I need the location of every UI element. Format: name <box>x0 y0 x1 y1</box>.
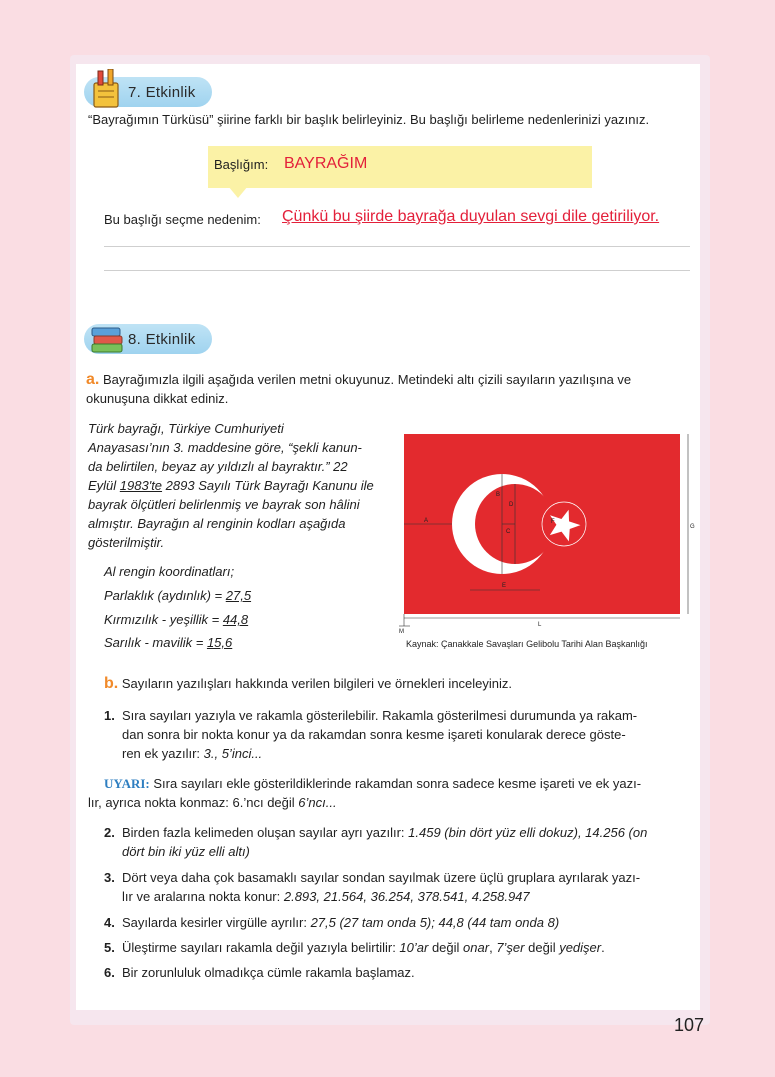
label-g: G <box>690 524 695 530</box>
rule-1-line-1: Sıra sayıları yazıyla ve rakamla gösterilebilir. Rakamla gösterilmesi durumunda ya rakam- <box>122 708 638 723</box>
coord-2 <box>104 610 248 629</box>
activity-7-badge <box>84 77 212 107</box>
rule-4-number: 4. <box>104 915 115 930</box>
rule-3-line-1: Dört veya daha çok basamaklı sayılar sondan sayılmak üzere üçlü gruplara ayrılarak yazı- <box>122 870 641 885</box>
warning-text-2-italic: 6’ncı... <box>298 795 337 810</box>
page-number: 107 <box>674 1015 705 1035</box>
coord-1 <box>104 586 251 605</box>
eylul-after: 2893 Sayılı Türk Bayrağı Kanunu ile <box>162 478 374 493</box>
warning-line-1 <box>104 774 641 793</box>
coord-1-label: Parlaklık (aydınlık) = <box>104 588 226 603</box>
title-label: Başlığım: <box>214 157 269 172</box>
rule-5-line <box>122 938 605 957</box>
rule-5-italic-4: yedişer <box>559 940 602 955</box>
para-line-7: gösterilmiştir. <box>88 535 165 550</box>
label-d: D <box>509 502 514 508</box>
coord-3 <box>104 633 232 652</box>
b-letter: b. <box>104 675 119 692</box>
label-m: M <box>399 629 404 635</box>
rule-6-number: 6. <box>104 965 115 980</box>
label-f: F <box>551 519 555 525</box>
rule-2-italic: 1.459 (bin dört yüz elli dokuz), 14.256 (on <box>408 825 648 840</box>
warning-text-1: Sıra sayıları ekle gösterildiklerinde rakamdan sonra sadece kesme işareti ve ek yazı- <box>149 776 642 791</box>
rule-4-line <box>122 913 559 932</box>
rule-3-cont-plain: lır ve aralarına nokta konur: <box>122 889 284 904</box>
rule-1-line-3 <box>122 744 262 763</box>
rule-2-line-1 <box>122 823 647 842</box>
label-l: L <box>538 622 542 628</box>
rule-5-plain: Üleştirme sayıları rakamla değil yazıyla belirtilir: <box>122 940 400 955</box>
a-text: Bayrağımızla ilgili aşağıda verilen metni okuyunuz. Metindeki altı çizili sayıların yazılışına ve okunuşuna dikkat ediniz. <box>86 372 632 406</box>
rule-2-number: 2. <box>104 825 115 840</box>
rule-5-plain-4: değil <box>524 940 560 955</box>
label-a: A <box>424 518 429 524</box>
rule-2-line-2: dört bin iki yüz elli altı) <box>122 844 250 859</box>
activity-7-label: 7. Etkinlik <box>128 83 196 101</box>
rule-5-plain-2: değil <box>428 940 464 955</box>
coord-3-label: Sarılık - mavilik = <box>104 635 207 650</box>
activity-8-label: 8. Etkinlik <box>128 330 196 348</box>
para-line-1: Türk bayrağı, Türkiye Cumhuriyeti <box>88 421 284 436</box>
label-b: B <box>496 492 501 498</box>
coords-title: Al rengin koordinatları; <box>104 564 235 579</box>
rule-6-line: Bir zorunluluk olmadıkça cümle rakamla başlamaz. <box>122 965 415 980</box>
para-line-5: bayrak ölçütleri belirlenmiş ve bayrak son hâlini <box>88 497 360 512</box>
rule-1-last-plain: ren ek yazılır: <box>122 746 204 761</box>
b-text: Sayıların yazılışları hakkında verilen bilgileri ve örnekleri inceleyiniz. <box>121 676 513 691</box>
rule-2-plain: Birden fazla kelimeden oluşan sayılar ayrı yazılır: <box>122 825 409 840</box>
para-line-2: Anayasası’nın 3. maddesine göre, “şekli kanun- <box>88 440 362 455</box>
eylul-underlined: 1983'te <box>119 478 163 493</box>
eylul-before: Eylül <box>88 478 120 493</box>
rule-4-italic: 27,5 (27 tam onda 5); 44,8 (44 tam onda 8) <box>310 915 560 930</box>
reason-answer: Çünkü bu şiirde bayrağa duyulan sevgi dile getiriliyor. <box>282 208 660 225</box>
warning-label: UYARI: <box>104 776 150 791</box>
coord-2-label: Kırmızılık - yeşillik = <box>104 612 223 627</box>
rule-5-italic-1: 10’ar <box>399 940 429 955</box>
coord-2-value: 44,8 <box>222 612 249 627</box>
a-letter: a. <box>86 371 100 388</box>
label-c: C <box>506 529 511 535</box>
para-line-4 <box>88 476 374 495</box>
title-answer: BAYRAĞIM <box>284 155 368 172</box>
rule-3-number: 3. <box>104 870 115 885</box>
rule-5-italic-2: onar <box>463 940 490 955</box>
warning-line-2 <box>88 793 337 812</box>
flag-caption: Kaynak: Çanakkale Savaşları Gelibolu Tarihi Alan Başkanlığı <box>406 639 648 649</box>
para-line-6: almıştır. Bayrağın al renginin kodları aşağıda <box>88 516 346 531</box>
rule-1-last-italic: 3., 5’inci... <box>203 746 263 761</box>
rule-5-number: 5. <box>104 940 115 955</box>
coord-1-value: 27,5 <box>225 588 252 603</box>
warning-text-2: lır, ayrıca nokta konmaz: 6.’ncı değil <box>88 795 299 810</box>
books-icon <box>90 322 126 358</box>
rule-4-plain: Sayılarda kesirler virgülle ayrılır: <box>122 915 311 930</box>
rule-1-line-2: dan sonra bir nokta konur ya da rakamdan sonra kesme işareti konularak derece göste- <box>122 727 626 742</box>
rule-1-number: 1. <box>104 708 115 723</box>
rule-5-italic-3: 7’şer <box>496 940 525 955</box>
reason-label: Bu başlığı seçme nedenim: <box>104 212 261 227</box>
rule-5-plain-3: , <box>489 940 497 955</box>
activity-8-a-instruction <box>86 370 692 408</box>
coord-3-value: 15,6 <box>206 635 233 650</box>
pencil-cup-icon <box>90 69 126 109</box>
activity-7-prompt: “Bayrağımın Türküsü” şiirine farklı bir başlık belirleyiniz. Bu başlığı belirleme nedenlerinizi yazınız. <box>88 112 650 127</box>
title-note-tail <box>228 186 248 198</box>
rule-5-plain-5: . <box>601 940 605 955</box>
activity-8-badge <box>84 324 212 354</box>
answer-line-1 <box>104 246 690 247</box>
turkish-flag-diagram <box>398 430 702 635</box>
answer-line-2 <box>104 270 690 271</box>
activity-8-b-instruction <box>104 674 512 693</box>
label-e: E <box>502 583 507 589</box>
rule-3-cont-italic: 2.893, 21.564, 36.254, 378.541, 4.258.947 <box>283 889 530 904</box>
para-line-3: da belirtilen, beyaz ay yıldızlı al bayraktır.” 22 <box>88 459 348 474</box>
rule-3-line-2 <box>122 887 530 906</box>
